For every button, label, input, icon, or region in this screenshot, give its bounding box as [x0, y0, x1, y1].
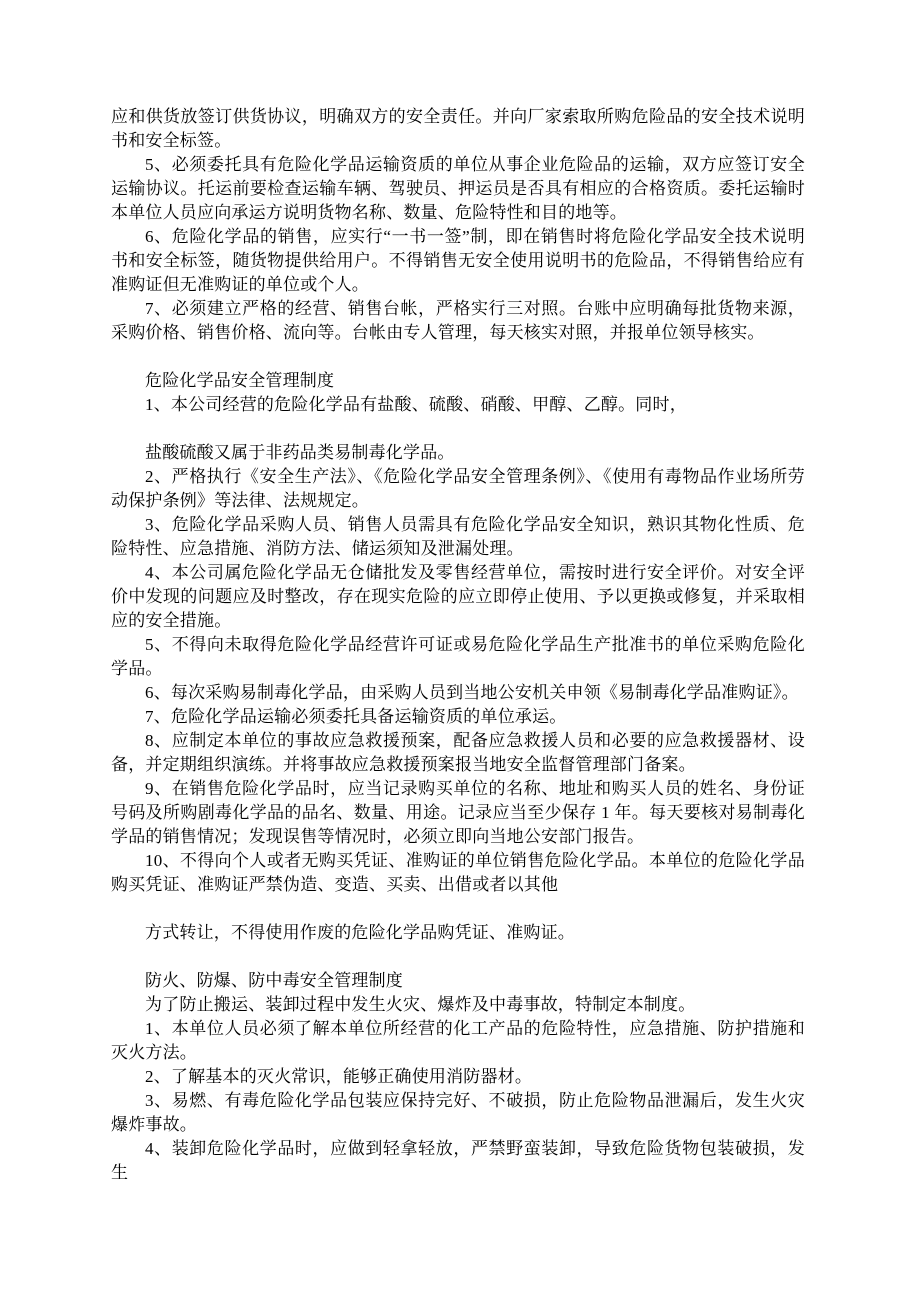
- blank-line: [111, 945, 805, 969]
- section-heading: 危险化学品安全管理制度: [145, 371, 335, 390]
- paragraph: 3、易燃、有毒危险化学品包装应保持完好、不破损，防止危险物品泄漏后，发生火灾爆炸事故。: [111, 1091, 805, 1134]
- paragraph: 1、本单位人员必须了解本单位所经营的化工产品的危险特性，应急措施、防护措施和灭火方法。: [111, 1019, 805, 1062]
- paragraph: 3、危险化学品采购人员、销售人员需具有危险化学品安全知识，熟识其物化性质、危险特性、应急措施、消防方法、储运须知及泄漏处理。: [111, 515, 805, 558]
- paragraph: 2、了解基本的灭火常识，能够正确使用消防器材。: [145, 1067, 533, 1086]
- paragraph: 应和供货放签订供货协议，明确双方的安全责任。并向厂家索取所购危险品的安全技术说明书和安全标签。: [111, 107, 805, 150]
- paragraph: 盐酸硫酸又属于非药品类易制毒化学品。: [145, 443, 455, 462]
- paragraph: 为了防止搬运、装卸过程中发生火灾、爆炸及中毒事故，特制定本制度。: [145, 995, 696, 1014]
- paragraph: 5、必须委托具有危险化学品运输资质的单位从事企业危险品的运输，双方应签订安全运输协议。托运前要检查运输车辆、驾驶员、押运员是否具有相应的合格资质。委托运输时本单位人员应向承运方说明货物名称、数量、危险特性和目的地等。: [111, 155, 805, 222]
- blank-line: [111, 417, 805, 441]
- document-text-block: [111, 105, 805, 1185]
- paragraph: 1、本公司经营的危险化学品有盐酸、硫酸、硝酸、甲醇、乙醇。同时，: [145, 395, 687, 414]
- paragraph: 10、不得向个人或者无购买凭证、准购证的单位销售危险化学品。本单位的危险化学品购买凭证、准购证严禁伪造、变造、买卖、出借或者以其他: [111, 851, 805, 894]
- blank-line: [111, 897, 805, 921]
- paragraph: 7、必须建立严格的经营、销售台帐，严格实行三对照。台账中应明确每批货物来源，采购价格、销售价格、流向等。台帐由专人管理，每天核实对照，并报单位领导核实。: [111, 299, 805, 342]
- paragraph: 6、危险化学品的销售，应实行“一书一签”制，即在销售时将危险化学品安全技术说明书和安全标签，随货物提供给用户。不得销售无安全使用说明书的危险品，不得销售给应有准购证但无准购证的单位或个人。: [111, 227, 805, 294]
- paragraph: 2、严格执行《安全生产法》、《危险化学品安全管理条例》、《使用有毒物品作业场所劳动保护条例》等法律、法规规定。: [111, 467, 805, 510]
- paragraph: 4、装卸危险化学品时，应做到轻拿轻放，严禁野蛮装卸，导致危险货物包装破损，发生: [111, 1139, 805, 1182]
- paragraph: 8、应制定本单位的事故应急救援预案，配备应急救援人员和必要的应急救援器材、设备，并定期组织演练。并将事故应急救援预案报当地安全监督管理部门备案。: [111, 731, 805, 774]
- paragraph: 6、每次采购易制毒化学品，由采购人员到当地公安机关申领《易制毒化学品准购证》。: [145, 683, 799, 702]
- paragraph: 5、不得向未取得危险化学品经营许可证或易危险化学品生产批准书的单位采购危险化学品。: [111, 635, 805, 678]
- section-heading: 防火、防爆、防中毒安全管理制度: [145, 971, 403, 990]
- blank-line: [111, 345, 805, 369]
- paragraph: 方式转让，不得使用作废的危险化学品购凭证、准购证。: [145, 923, 575, 942]
- paragraph: 4、本公司属危险化学品无仓储批发及零售经营单位，需按时进行安全评价。对安全评价中发现的问题应及时整改，存在现实危险的应立即停止使用、予以更换或修复，并采取相应的安全措施。: [111, 563, 805, 630]
- paragraph: 9、在销售危险化学品时，应当记录购买单位的名称、地址和购买人员的姓名、身份证号码及所购剧毒化学品的品名、数量、用途。记录应当至少保存 1 年。每天要核对易制毒化学品的销售情况；发现误售等情况时，必须立即向当地公安部门报告。: [111, 779, 805, 846]
- paragraph: 7、危险化学品运输必须委托具备运输资质的单位承运。: [145, 707, 567, 726]
